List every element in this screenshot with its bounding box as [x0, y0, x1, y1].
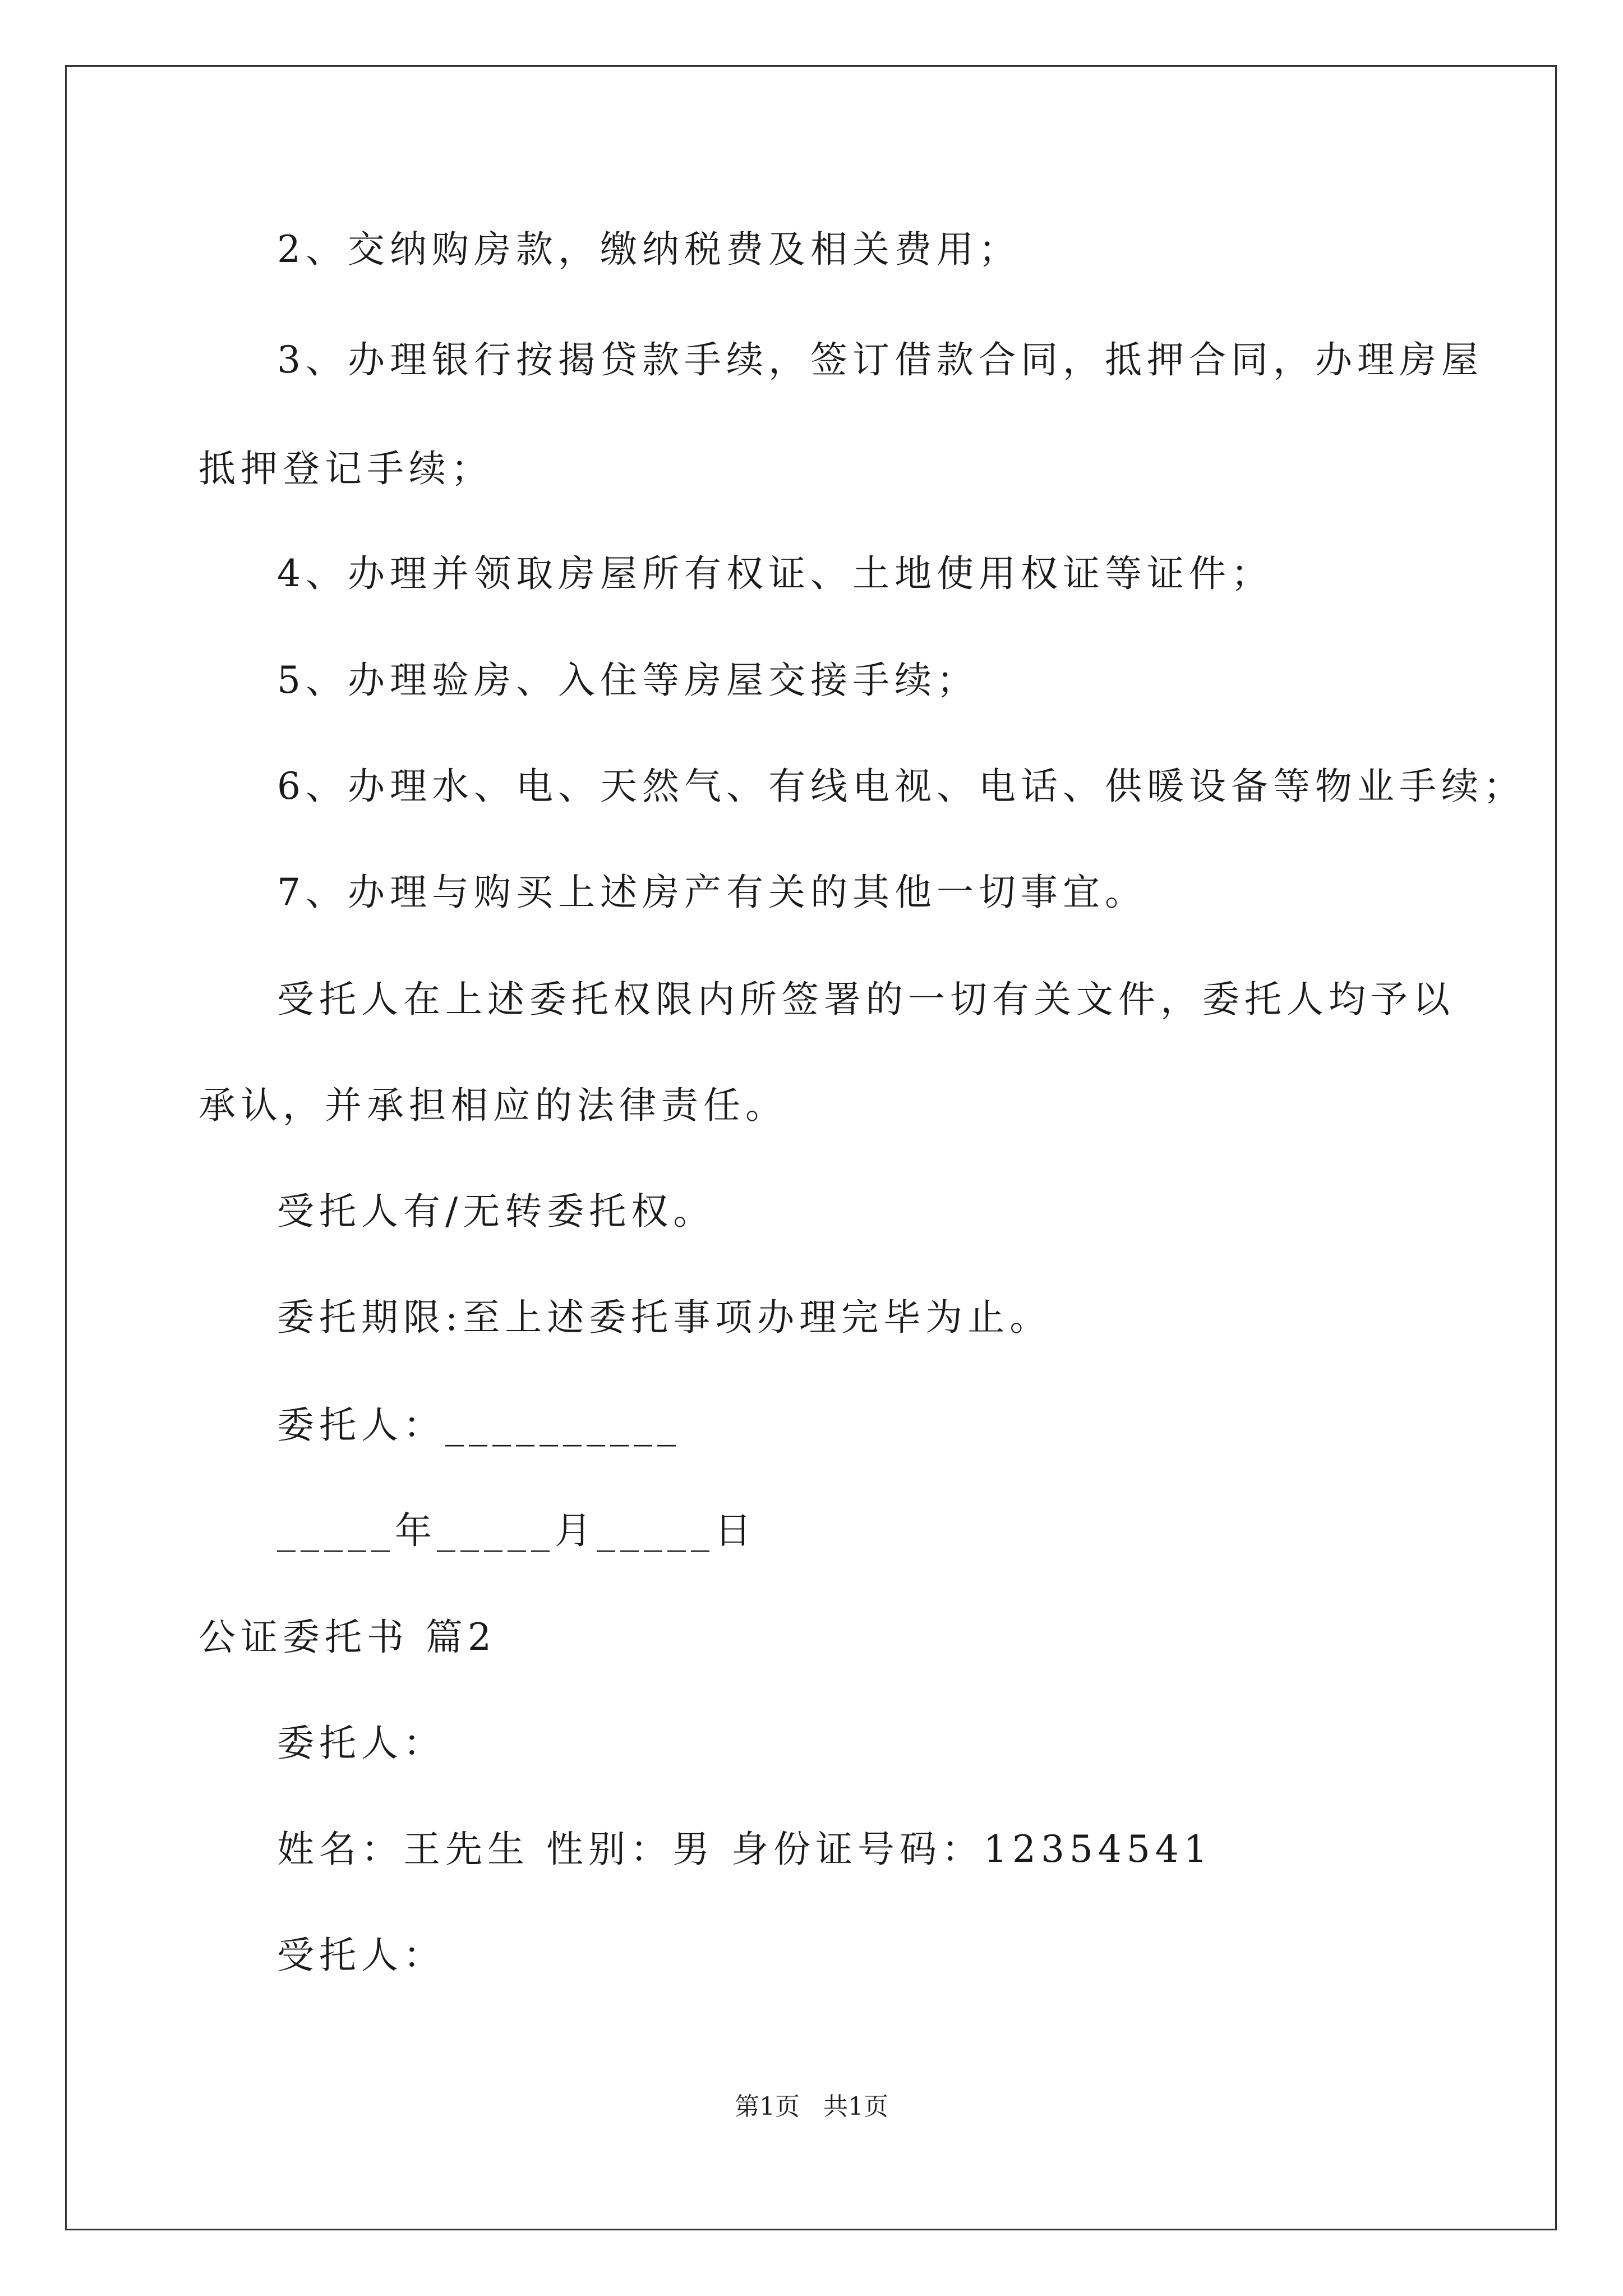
paragraph-acceptance-continuation: 承认，并承担相应的法律责任。: [199, 1084, 787, 1127]
paragraph-item-5: 5、办理验房、入住等房屋交接手续；: [277, 659, 979, 702]
paragraph-subdelegation: 受托人有/无转委托权。: [277, 1190, 716, 1233]
page-footer: 第1页 共1页: [735, 2092, 888, 2121]
paragraph-item-6: 6、办理水、电、天然气、有线电视、电话、供暖设备等物业手续；: [277, 765, 1525, 808]
paragraph-acceptance: 受托人在上述委托权限内所签署的一切有关文件，委托人均予以: [277, 978, 1455, 1021]
principal-details: 姓名：王先生 性别：男 身份证号码：12354541: [277, 1828, 1212, 1871]
paragraph-item-7: 7、办理与购买上述房产有关的其他一切事宜。: [277, 871, 1147, 914]
paragraph-item-2: 2、交纳购房款，缴纳税费及相关费用；: [277, 228, 1021, 271]
paragraph-item-3-continuation: 抵押登记手续；: [199, 447, 493, 490]
agent-label: 受托人：: [277, 1934, 445, 1977]
date-line: _____年_____月_____日: [277, 1509, 757, 1552]
principal-label: 委托人：: [277, 1722, 445, 1765]
signature-line-principal: 委托人：__________: [277, 1404, 681, 1447]
paragraph-term: 委托期限:至上述委托事项办理完毕为止。: [277, 1296, 1052, 1339]
section-heading-2: 公证委托书 篇2: [199, 1616, 496, 1659]
paragraph-item-3: 3、办理银行按揭贷款手续，签订借款合同，抵押合同，办理房屋: [277, 338, 1483, 381]
paragraph-item-4: 4、办理并领取房屋所有权证、土地使用权证等证件；: [277, 552, 1273, 595]
